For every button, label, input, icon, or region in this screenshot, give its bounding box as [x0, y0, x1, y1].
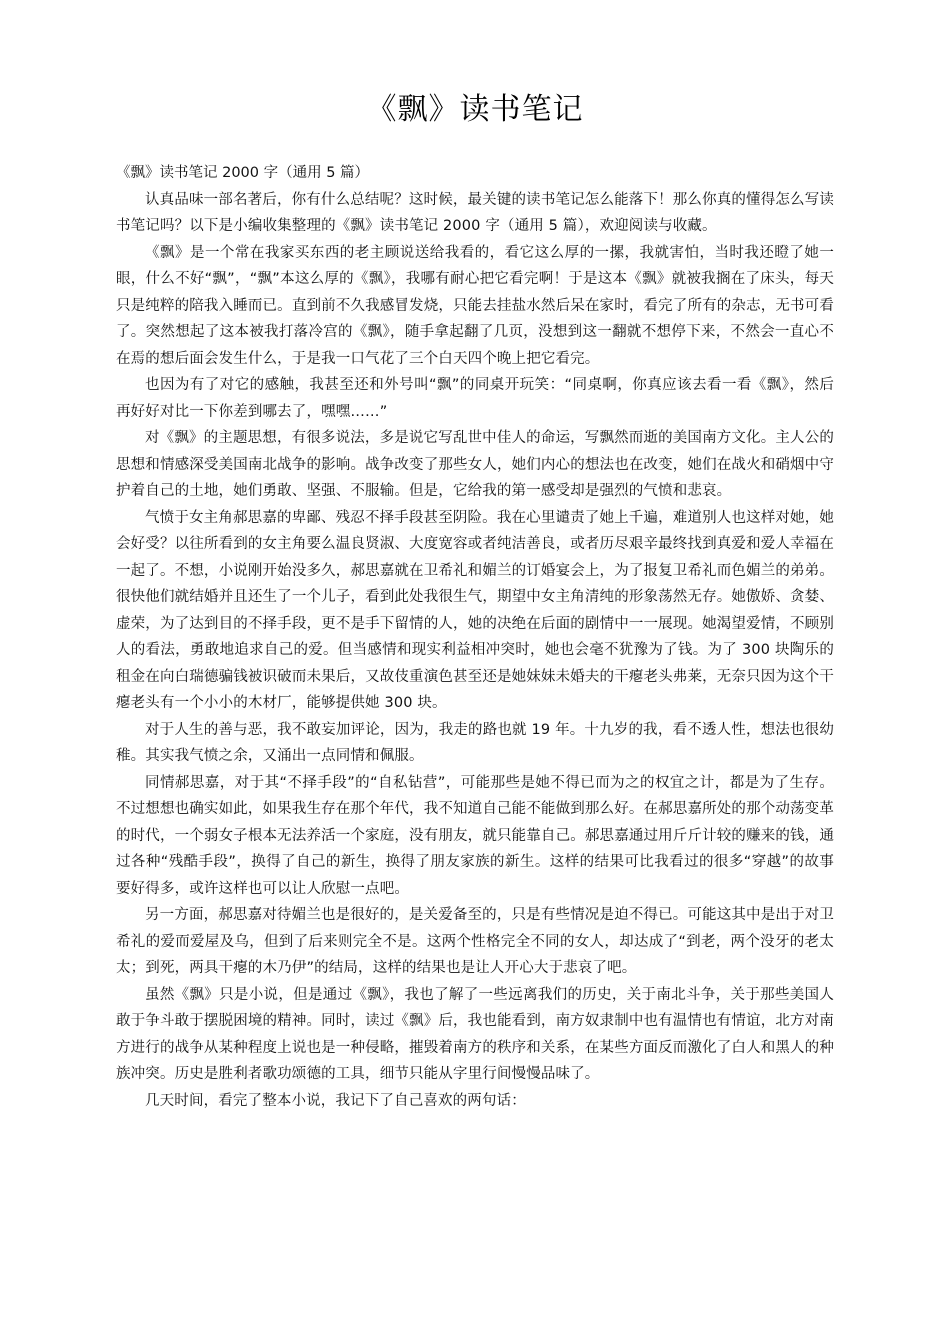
- page-title: 《飘》读书笔记: [366, 92, 584, 127]
- paragraph: 另一方面，郝思嘉对待媚兰也是很好的，是关爱备至的，只是有些情况是迫不得已。可能这其中是出于对卫希礼的爱而爱屋及乌，但到了后来则完全不是。这两个性格完全不同的女人，却达成了“到老，两个没牙的老太太；到死，两具干瘪的木乃伊”的结局，这样的结果也是让人开心大于悲哀了吧。: [116, 907, 834, 976]
- paragraph-intro: 认真品味一部名著后，你有什么总结呢？这时候，最关键的读书笔记怎么能落下！那么你真的懂得怎么写读书笔记吗？以下是小编收集整理的《飘》读书笔记 2000 字（通用 5 篇），欢迎阅读与收藏。: [116, 191, 834, 234]
- paragraph: 气愤于女主角郝思嘉的卑鄙、残忍不择手段甚至阴险。我在心里谴责了她上千遍，难道别人也这样对她，她会好受？以往所看到的女主角要么温良贤淑、大度宽容或者纯洁善良，或者历尽艰辛最终找到真爱和爱人幸福在一起了。不想，小说刚开始没多久，郝思嘉就在卫希礼和媚兰的订婚宴会上，为了报复卫希礼而色媚兰的弟弟。很快他们就结婚并且还生了一个儿子，看到此处我很生气，期望中女主角清纯的形象荡然无存。她傲娇、贪婪、虚荣，为了达到目的不择手段，更不是手下留情的人，她的决绝在后面的剧情中一一展现。她渴望爱情，不顾别人的看法，勇敢地追求自己的爱。但当感情和现实利益相冲突时，她也会毫不犹豫为了钱。为了 300 块陶乐的租金在向白瑞德骗钱被识破而未果后，又故伎重演色甚至还是她妹妹未婚夫的干瘪老头弗莱，无奈只因为这个干瘪老头有一个小小的木材厂，能够提供她 300 块。: [116, 509, 834, 711]
- document-subtitle: 《飘》读书笔记 2000 字（通用 5 篇）: [116, 165, 370, 181]
- document-page: [116, 0, 834, 1114]
- paragraph: 对《飘》的主题思想，有很多说法，多是说它写乱世中佳人的命运，写飘然而逝的美国南方文化。主人公的思想和情感深受美国南北战争的影响。战争改变了那些女人，她们内心的想法也在改变，她们在战火和硝烟中守护着自己的土地，她们勇敢、坚强、不服输。但是，它给我的第一感受却是强烈的气愤和悲哀。: [116, 430, 834, 499]
- paragraph: 对于人生的善与恶，我不敢妄加评论，因为，我走的路也就 19 年。十九岁的我，看不透人性，想法也很幼稚。其实我气愤之余，又涌出一点同情和佩服。: [116, 721, 834, 764]
- paragraph-closing: 几天时间，看完了整本小说，我记下了自己喜欢的两句话：: [145, 1092, 526, 1109]
- paragraph: 虽然《飘》只是小说，但是通过《飘》，我也了解了一些远离我们的历史，关于南北斗争，关于那些美国人敢于争斗敢于摆脱困境的精神。同时，读过《飘》后，我也能看到，南方奴隶制中也有温情也有情谊，北方对南方进行的战争从某种程度上说也是一种侵略，摧毁着南方的秩序和关系，在某些方面反而激化了白人和黑人的种族冲突。历史是胜利者歌功颂德的工具，细节只能从字里行间慢慢品味了。: [116, 986, 834, 1082]
- paragraph: 同情郝思嘉，对于其“不择手段”的“自私钻营”，可能那些是她不得已而为之的权宜之计，都是为了生存。不过想想也确实如此，如果我生存在那个年代，我不知道自己能不能做到那么好。在郝思嘉所处的那个动荡变革的时代，一个弱女子根本无法养活一个家庭，没有朋友，就只能靠自己。郝思嘉通过用斤斤计较的赚来的钱，通过各种“残酷手段”，换得了自己的新生，换得了朋友家族的新生。这样的结果可比我看过的很多“穿越”的故事要好得多，或许这样也可以让人欣慰一点吧。: [116, 774, 834, 897]
- paragraph: 《飘》是一个常在我家买东西的老主顾说送给我看的，看它这么厚的一摞，我就害怕，当时我还瞪了她一眼，什么不好“飘”，“飘”本这么厚的《飘》，我哪有耐心把它看完啊！于是这本《飘》就被我搁在了床头，每天只是纯粹的陪我入睡而已。直到前不久我感冒发烧，只能去挂盐水然后呆在家时，看完了所有的杂志，无书可看了。突然想起了这本被我打落冷宫的《飘》，随手拿起翻了几页，没想到这一翻就不想停下来，不然会一直心不在焉的想后面会发生什么，于是我一口气花了三个白天四个晚上把它看完。: [116, 244, 834, 367]
- paragraph: 也因为有了对它的感触，我甚至还和外号叫“飘”的同桌开玩笑：“同桌啊，你真应该去看一看《飘》，然后再好好对比一下你差到哪去了，嘿嘿……”: [116, 377, 834, 420]
